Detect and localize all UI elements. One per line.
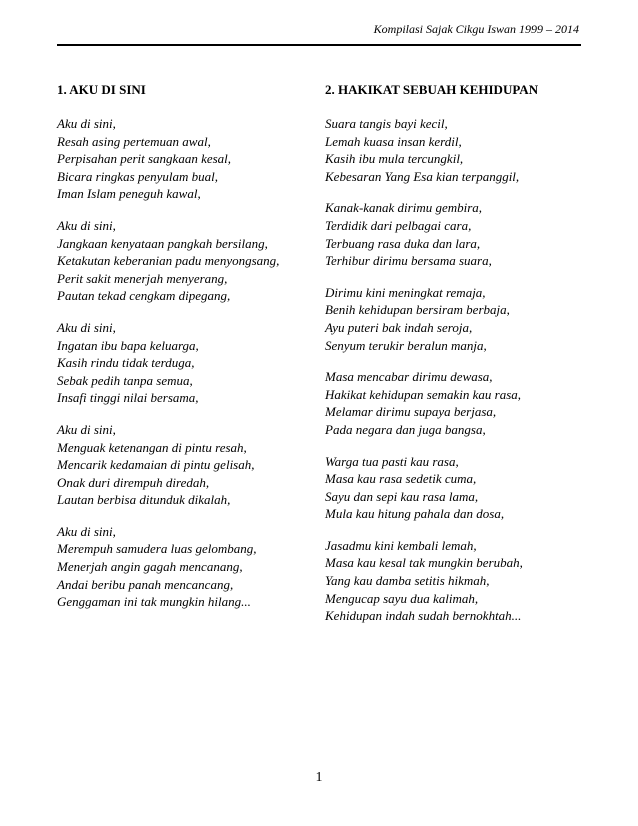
poem-line: Jasadmu kini kembali lemah, [325, 537, 477, 553]
poem-line: Sebak pedih tanpa semua, [57, 372, 193, 388]
poem-line: Mengucap sayu dua kalimah, [325, 590, 479, 606]
poem-line: Pautan tekad cengkam dipegang, [57, 288, 231, 304]
poem-line: Genggaman ini tak mungkin hilang... [57, 594, 251, 610]
poem-line: Hakikat kehidupan semakin kau rasa, [325, 386, 522, 402]
poem-line: Aku di sini, [57, 319, 116, 335]
poem-line: Suara tangis bayi kecil, [325, 116, 448, 131]
poem-line: Melamar dirimu supaya berjasa, [325, 404, 497, 420]
poem-line: Pada negara dan juga bangsa, [325, 421, 486, 437]
header-divider [57, 44, 581, 46]
poem-line: Terdidik dari pelbagai cara, [325, 217, 472, 233]
poem-line: Menguak ketenangan di pintu resah, [57, 439, 247, 455]
poem-line: Kanak-kanak dirimu gembira, [325, 200, 483, 216]
poem-line: Onak duri dirempuh diredah, [57, 474, 210, 490]
poem-line: Aku di sini, [57, 116, 116, 131]
poem-line: Mencarik kedamaian di pintu gelisah, [57, 457, 255, 473]
poem-line: Masa kau kesal tak mungkin berubah, [325, 555, 523, 571]
poem-line: Ayu puteri bak indah seroja, [325, 319, 473, 335]
poem-line: Resah asing pertemuan awal, [57, 133, 211, 149]
poem-line: Kehidupan indah sudah bernokhtah... [325, 608, 522, 624]
poem-line: Terbuang rasa duka dan lara, [325, 235, 481, 251]
poem-line: Benih kehidupan bersiram berbaja, [325, 302, 510, 318]
stanza [325, 453, 595, 523]
poem-line: Yang kau damba setitis hikmah, [325, 573, 490, 589]
poem-line: Lemah kuasa insan kerdil, [325, 133, 462, 149]
poem-line: Terhibur dirimu bersama suara, [325, 253, 492, 269]
stanza [57, 319, 312, 407]
poem-line: Aku di sini, [57, 421, 116, 437]
header-title: Kompilasi Sajak Cikgu Iswan 1999 – 2014 [373, 22, 579, 36]
stanza [57, 217, 312, 305]
poem-line: Kebesaran Yang Esa kian terpanggil, [325, 168, 520, 184]
poem-line: Masa kau rasa sedetik cuma, [325, 471, 477, 487]
poem-line: Ingatan ibu bapa keluarga, [57, 337, 199, 353]
stanza [325, 368, 595, 438]
poem-line: Perpisahan perit sangkaan kesal, [57, 151, 232, 167]
poem-line: Masa mencabar dirimu dewasa, [325, 369, 493, 385]
stanza [325, 199, 595, 269]
poem-line: Aku di sini, [57, 523, 116, 539]
poem-title: 2. HAKIKAT SEBUAH KEHIDUPAN [325, 82, 539, 97]
poem-line: Sayu dan sepi kau rasa lama, [325, 488, 479, 504]
stanza [325, 537, 595, 625]
poem-line: Menerjah angin gagah mencanang, [57, 559, 243, 575]
stanza [57, 523, 312, 611]
poem-line: Merempuh samudera luas gelombang, [57, 541, 257, 557]
poem-line: Insafi tinggi nilai bersama, [57, 390, 199, 406]
poem-column-left [57, 81, 312, 625]
stanza [57, 421, 312, 509]
stanza [57, 115, 312, 203]
poem-line: Iman Islam peneguh kawal, [57, 186, 201, 202]
poem-line: Mula kau hitung pahala dan dosa, [325, 506, 505, 522]
poem-line: Bicara ringkas penyulam bual, [57, 168, 219, 184]
stanza [325, 284, 595, 354]
poem-title: 1. AKU DI SINI [57, 82, 146, 97]
poem-column-right [325, 81, 595, 639]
poem-line: Kasih rindu tidak terduga, [57, 355, 195, 371]
poem-line: Kasih ibu mula tercungkil, [325, 151, 464, 167]
poem-line: Perit sakit menerjah menyerang, [57, 270, 228, 286]
poem-line: Warga tua pasti kau rasa, [325, 453, 459, 469]
poem-line: Dirimu kini meningkat remaja, [325, 284, 486, 300]
poem-line: Senyum terukir beralun manja, [325, 337, 487, 353]
stanza [325, 115, 595, 185]
poem-line: Jangkaan kenyataan pangkah bersilang, [57, 235, 268, 251]
page-number: 1 [315, 770, 323, 785]
poem-line: Lautan berbisa ditunduk dikalah, [57, 492, 231, 508]
poem-line: Aku di sini, [57, 217, 116, 233]
poem-line: Ketakutan keberanian padu menyongsang, [57, 253, 280, 269]
poem-line: Andai beribu panah mencancang, [57, 576, 234, 592]
